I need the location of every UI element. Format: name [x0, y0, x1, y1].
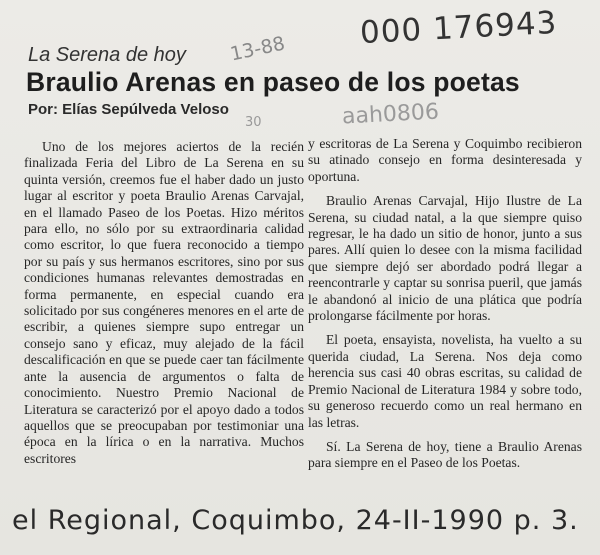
- article-headline: Braulio Arenas en paseo de los poetas: [26, 67, 520, 97]
- handwritten-catalog-code: aah0806: [341, 99, 440, 130]
- article-byline: Por: Elías Sepúlveda Veloso: [28, 101, 229, 118]
- article-column-left: [24, 139, 304, 475]
- handwritten-mark: 13-88: [228, 32, 287, 66]
- article-column-right: [308, 136, 582, 480]
- paragraph: Sí. La Serena de hoy, tiene a Braulio Arenas para siempre en el Paseo de los Poetas.: [308, 438, 582, 471]
- paragraph: Uno de los mejores aciertos de la recién finalizada Feria del Libro de La Serena en su quinta versión, creemos fue el haber dado un justo lugar al escritor y poeta Braulio Arenas Carvajal, en el llamado Paseo de los Poetas. Hizo méritos para ello, no sólo por su extraordinaria calidad como escritor, lo que fuera reconocido a tiempo por su país y sus hermanos escritores, sino por sus condiciones humanas relevantes demostradas en forma permanente, en especial cuando era solicitado por sus congéneres menores en el arte de escribir, a quienes siempre supo entregar un consejo sano y eficaz, muy alejado de la fácil descalificación en que se puede caer tan fácilmente ante la ausencia de argumentos o falta de conocimiento. Nuestro Premio Nacional de Literatura se caracterizó por el apoyo dado a todos aquellos que se preocupaban por testimoniar una época en la lírica o en la narrativa. Muchos escritores: [24, 139, 304, 466]
- paragraph: Braulio Arenas Carvajal, Hijo Ilustre de La Serena, su ciudad natal, a la que siempre quiso regresar, le ha dado un sitio de honor, junto a sus pares. Allí quien lo desee con la misma facilidad que siempre dejó ser abordado podrá llegar a reencontrarle y captar su sonrisa pueril, que jamás le abandonó al inicio de una plática que podría prolongarse fácilmente por horas.: [308, 193, 582, 324]
- handwritten-archive-code: 000 176943: [359, 4, 559, 52]
- paragraph: y escritoras de La Serena y Coquimbo recibieron su atinado consejo en forma desinteresada y oportuna.: [308, 136, 582, 184]
- handwritten-source-citation: el Regional, Coquimbo, 24-II-1990 p. 3.: [12, 505, 579, 536]
- paragraph: El poeta, ensayista, novelista, ha vuelto a su querida ciudad, La Serena. Nos deja como herencia sus casi 40 obras escritas, su calidad de Premio Nacional de Literatura 1984 y sobre todo, su generoso recuerdo como un real hermano en las letras.: [308, 332, 582, 430]
- section-kicker: La Serena de hoy: [28, 44, 186, 66]
- handwritten-number: 30: [245, 115, 262, 130]
